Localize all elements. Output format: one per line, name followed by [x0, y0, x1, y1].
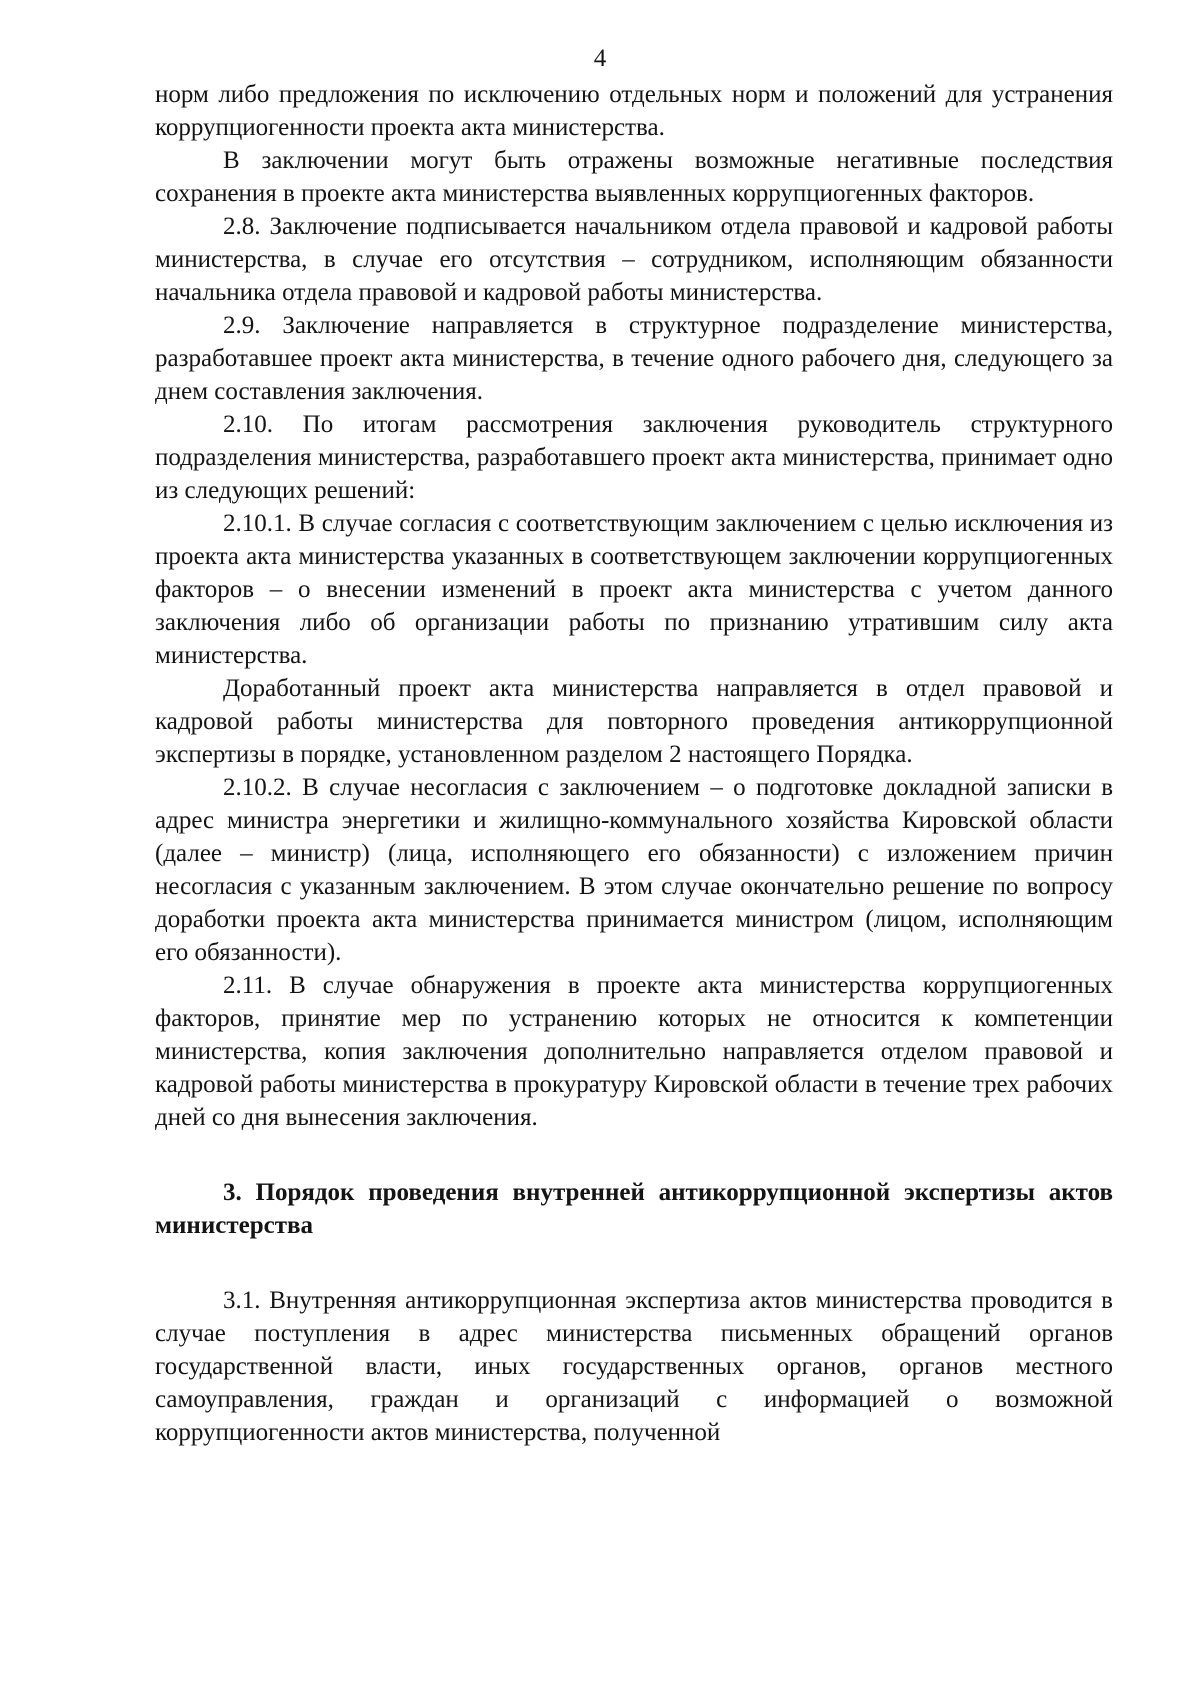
section-3-heading: 3. Порядок проведения внутренней антикоррупционной экспертизы актов министерства — [155, 1179, 1113, 1239]
paragraph-2-11: 2.11. В случае обнаружения в проекте акта министерства коррупциогенных факторов, принятие мер по устранению которых не относится к компетенции министерства, копия заключения дополнительно направляется отделом правовой и кадровой работы министерства в прокуратуру Кировской области в течение трех рабочих дней со дня вынесения заключения. — [155, 972, 1113, 1131]
page-number: 4 — [593, 45, 607, 72]
paragraph-2-8: 2.8. Заключение подписывается начальником отдела правовой и кадровой работы министерства, в случае его отсутствия – сотрудником, исполняющим обязанности начальника отдела правовой и кадровой работы министерства. — [155, 213, 1113, 306]
paragraph-2-10-1: 2.10.1. В случае согласия с соответствующим заключением с целью исключения из проекта акта министерства указанных в соответствующем заключении коррупциогенных факторов – о внесении изменений в проект акта министерства с учетом данного заключения либо об организации работы по признанию утратившим силу акта министерства. — [155, 510, 1113, 669]
paragraph-2-9: 2.9. Заключение направляется в структурное подразделение министерства, разработавшее проект акта министерства, в течение одного рабочего дня, следующего за днем составления заключения. — [155, 312, 1113, 405]
paragraph-2-10: 2.10. По итогам рассмотрения заключения руководитель структурного подразделения министерства, разработавшего проект акта министерства, принимает одно из следующих решений: — [155, 411, 1113, 504]
paragraph-continuation: норм либо предложения по исключению отдельных норм и положений для устранения коррупциогенности проекта акта министерства. — [155, 81, 1113, 141]
paragraph-2-10-2: 2.10.2. В случае несогласия с заключением – о подготовке докладной записки в адрес министра энергетики и жилищно-коммунального хозяйства Кировской области (далее – министр) (лица, исполняющего его обязанности) с изложением причин несогласия с указанным заключением. В этом случае окончательно решение по вопросу доработки проекта акта министерства принимается министром (лицом, исполняющим его обязанности). — [155, 774, 1113, 966]
paragraph-conclusion-consequences: В заключении могут быть отражены возможные негативные последствия сохранения в проекте акта министерства выявленных коррупциогенных факторов. — [155, 147, 1113, 207]
document-body — [155, 78, 1113, 1449]
paragraph-3-1: 3.1. Внутренняя антикоррупционная экспертиза актов министерства проводится в случае поступления в адрес министерства письменных обращений органов государственной власти, иных государственных органов, органов местного самоуправления, граждан и организаций с информацией о возможной коррупциогенности актов министерства, полученной — [155, 1287, 1113, 1446]
paragraph-revised-draft: Доработанный проект акта министерства направляется в отдел правовой и кадровой работы министерства для повторного проведения антикоррупционной экспертизы в порядке, установленном разделом 2 настоящего Порядка. — [155, 675, 1113, 768]
